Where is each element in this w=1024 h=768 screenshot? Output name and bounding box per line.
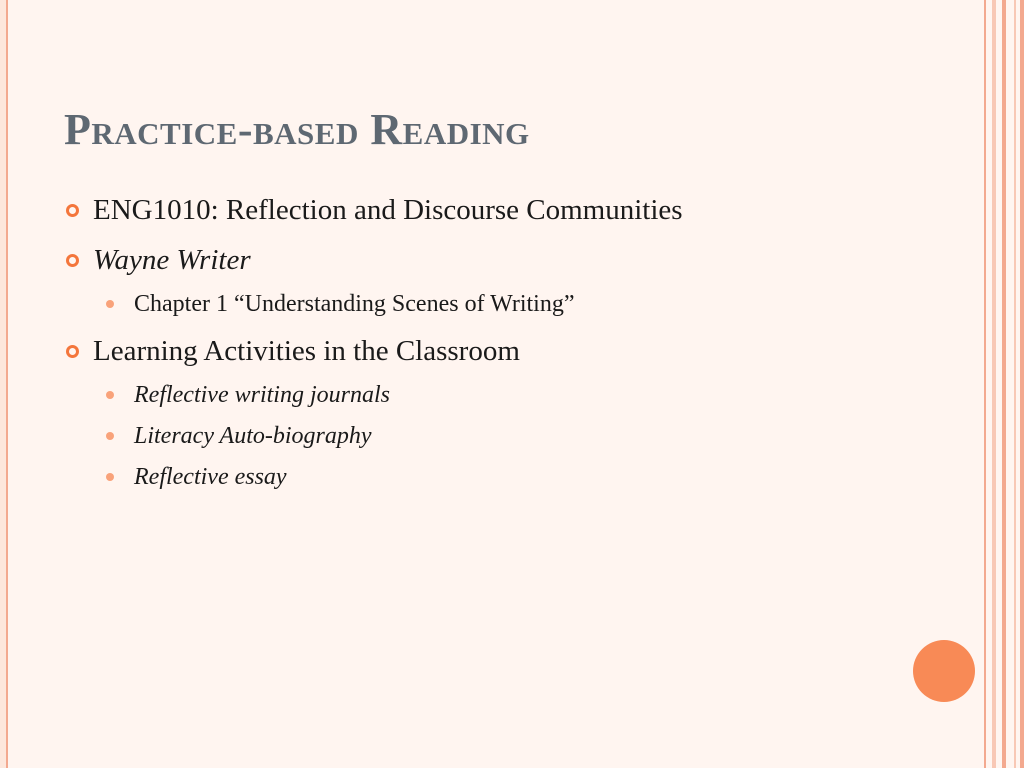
dot-bullet-icon (106, 432, 114, 440)
sub-bullet-text: Chapter 1 “Understanding Scenes of Writing” (134, 291, 575, 317)
bullet-list (64, 190, 704, 504)
sub-bullet-text: Literacy Auto-biography (134, 423, 372, 449)
bullet-item (64, 240, 704, 280)
decorative-circle-icon (913, 640, 975, 702)
circle-bullet-icon (66, 204, 79, 217)
left-border (0, 0, 8, 768)
border-stripe (1002, 0, 1006, 768)
sub-bullet-item (64, 288, 704, 320)
sub-bullet-item (64, 379, 704, 411)
circle-bullet-icon (66, 345, 79, 358)
sub-bullet-text: Reflective essay (134, 464, 287, 490)
bullet-text: Learning Activities in the Classroom (93, 335, 520, 367)
sub-bullet-item (64, 461, 704, 493)
bullet-item (64, 190, 704, 230)
border-stripe (984, 0, 986, 768)
dot-bullet-icon (106, 300, 114, 308)
sub-bullet-item (64, 420, 704, 452)
right-border (978, 0, 1024, 768)
bullet-text: ENG1010: Reflection and Discourse Communities (93, 194, 683, 226)
border-stripe (992, 0, 996, 768)
bullet-text: Wayne Writer (93, 244, 251, 276)
sub-bullet-text: Reflective writing journals (134, 382, 390, 408)
slide-title: Practice-based Reading (64, 105, 530, 154)
border-stripe (1014, 0, 1016, 768)
bullet-item (64, 331, 704, 371)
border-stripe (1020, 0, 1024, 768)
dot-bullet-icon (106, 391, 114, 399)
dot-bullet-icon (106, 473, 114, 481)
circle-bullet-icon (66, 254, 79, 267)
